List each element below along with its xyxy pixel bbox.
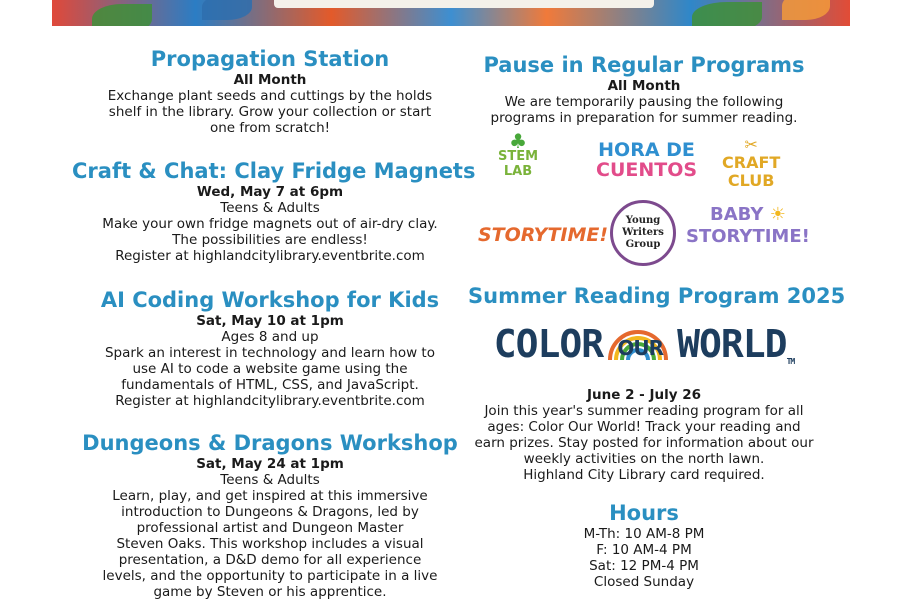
hours-line: F: 10 AM-4 PM — [596, 542, 692, 558]
event-line: use AI to code a website game using the — [132, 361, 408, 377]
event-propagation-station — [72, 46, 468, 136]
event-line: Exchange plant seeds and cuttings by the holds — [107, 88, 433, 104]
header-banner-art — [52, 0, 850, 26]
leaf-shape — [692, 2, 762, 26]
trademark-mark: TM — [786, 357, 795, 366]
sprout-icon: ♣ — [509, 129, 527, 153]
program-line: earn prizes. Stay posted for information about our — [474, 435, 814, 451]
logo-text: WORLD — [677, 322, 787, 366]
pause-programs-section — [468, 52, 820, 126]
logo-text: HORA DE — [598, 139, 695, 161]
hours-title: Hours — [609, 501, 679, 525]
event-line: introduction to Dungeons & Dragons, led by — [121, 504, 419, 520]
banner-card — [274, 0, 654, 8]
event-dungeons-dragons — [72, 430, 468, 600]
event-line: Register at highlandcitylibrary.eventbrite.com — [115, 248, 425, 264]
event-line: Teens & Adults — [220, 200, 320, 216]
hours-section — [468, 500, 820, 590]
event-line: Spark an interest in technology and learn how to — [104, 345, 435, 361]
summer-reading-section — [468, 283, 846, 309]
young-writers-group-logo — [610, 200, 676, 266]
program-line: weekly activities on the north lawn. — [523, 451, 765, 467]
event-line: Make your own fridge magnets out of air-dry clay. — [102, 216, 438, 232]
logo-text: STEM — [498, 149, 539, 164]
craft-club-logo — [722, 136, 780, 190]
event-line: game by Steven or his apprentice. — [153, 584, 387, 600]
program-line: Highland City Library card required. — [523, 467, 765, 483]
logo-text: STORYTIME! — [686, 226, 810, 247]
event-when: Sat, May 10 at 1pm — [196, 313, 344, 329]
logo-text: LAB — [503, 164, 533, 179]
event-line: Steven Oaks. This workshop includes a visual — [116, 536, 424, 552]
hours-line: Closed Sunday — [593, 574, 695, 590]
event-when: Sat, May 24 at 1pm — [196, 456, 344, 472]
event-line: fundamentals of HTML, CSS, and JavaScript. — [121, 377, 419, 393]
our-rainbow-badge — [603, 322, 677, 366]
stem-lab-logo — [498, 129, 539, 179]
event-title: Dungeons & Dragons Workshop — [82, 431, 458, 455]
leaf-shape — [782, 0, 830, 20]
program-dates: June 2 - July 26 — [586, 387, 702, 403]
logo-text: STORYTIME! — [478, 224, 609, 246]
event-line: Ages 8 and up — [221, 329, 319, 345]
program-line: ages: Color Our World! Track your reading and — [487, 419, 801, 435]
event-when: Wed, May 7 at 6pm — [196, 184, 344, 200]
leaf-shape — [202, 0, 252, 20]
event-line: shelf in the library. Grow your collection or start — [108, 104, 432, 120]
event-line: presentation, a D&D demo for all experience — [118, 552, 422, 568]
hours-line: M-Th: 10 AM-8 PM — [583, 526, 705, 542]
program-line: Join this year's summer reading program for all — [484, 403, 804, 419]
event-line: levels, and the opportunity to participate in a live — [102, 568, 438, 584]
logo-text: Young — [625, 215, 661, 226]
logo-text: OUR — [617, 336, 663, 360]
event-title: AI Coding Workshop for Kids — [100, 288, 440, 312]
section-line: We are temporarily pausing the following — [504, 94, 784, 110]
section-title: Pause in Regular Programs — [483, 53, 805, 77]
paused-program-logos — [468, 129, 820, 264]
summer-reading-details — [468, 387, 820, 483]
baby-storytime-logo — [686, 204, 810, 248]
sun-icon: ☀ — [769, 204, 786, 225]
scissors-icon: ✂ — [744, 135, 758, 154]
event-line: professional artist and Dungeon Master — [136, 520, 404, 536]
section-line: programs in preparation for summer reading. — [490, 110, 798, 126]
logo-text: CLUB — [727, 171, 775, 190]
logo-text: CUENTOS — [596, 159, 698, 181]
leaf-shape — [92, 4, 152, 26]
section-when: All Month — [607, 78, 681, 94]
event-line: The possibilities are endless! — [172, 232, 368, 248]
event-craft-chat — [72, 158, 476, 264]
logo-text: COLOR — [493, 322, 604, 366]
hora-de-cuentos-logo — [596, 140, 697, 180]
logo-text: Group — [625, 239, 661, 250]
event-line: Learn, play, and get inspired at this immersive — [112, 488, 428, 504]
logo-text: CRAFT — [722, 153, 781, 172]
event-line: one from scratch! — [209, 120, 331, 136]
event-line: Teens & Adults — [220, 472, 320, 488]
event-title: Craft & Chat: Clay Fridge Magnets — [72, 159, 476, 183]
storytime-logo — [478, 224, 608, 246]
hours-line: Sat: 12 PM-4 PM — [589, 558, 699, 574]
logo-text: BABY — [710, 204, 764, 225]
event-ai-coding — [72, 287, 468, 409]
event-when: All Month — [233, 72, 307, 88]
section-title: Summer Reading Program 2025 — [468, 284, 846, 308]
logo-text: Writers — [622, 227, 664, 238]
event-line: Register at highlandcitylibrary.eventbrite.com — [115, 393, 425, 409]
event-title: Propagation Station — [150, 47, 390, 71]
color-our-world-logo — [468, 322, 820, 366]
